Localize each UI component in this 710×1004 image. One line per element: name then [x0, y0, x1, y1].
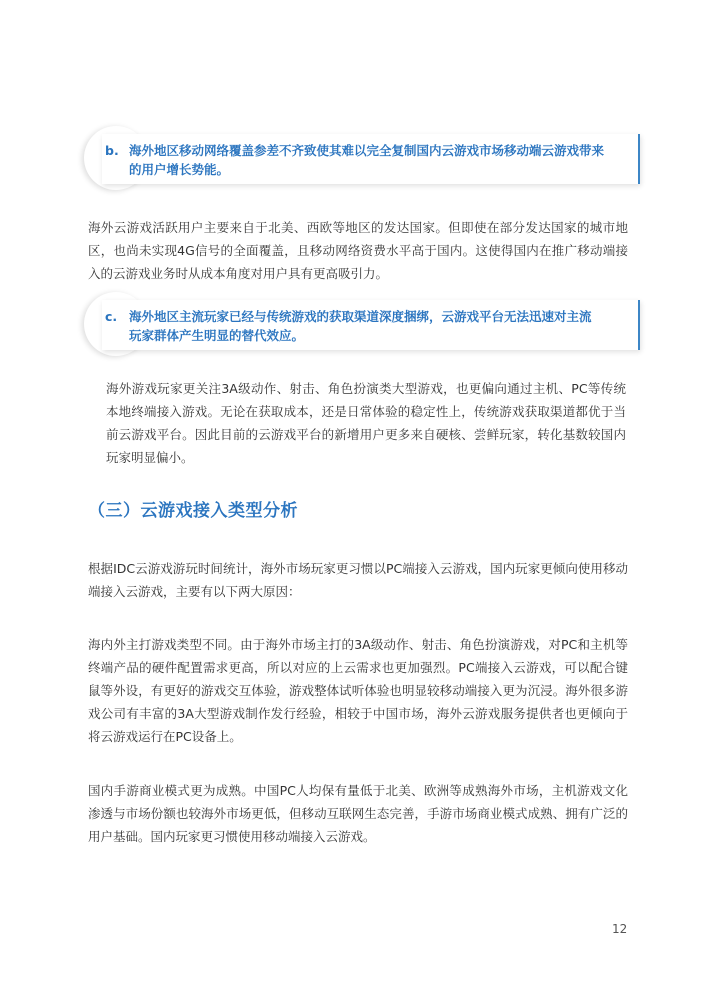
callout-line1: 海外地区主流玩家已经与传统游戏的获取渠道深度捆绑，云游戏平台无法迅速对主流 [129, 309, 592, 324]
page-number: 12 [612, 922, 628, 936]
callout-line1: 海外地区移动网络覆盖参差不齐致使其难以完全复制国内云游戏市场移动端云游戏带来 [129, 143, 605, 158]
paragraph-4: 海内外主打游戏类型不同。由于海外市场主打的3A级动作、射击、角色扮演游戏，对PC和主机等终端产品的硬件配置需求更高，所以对应的上云需求也更加强烈。PC端接入云游戏，可以配合键鼠等外设，有更好的游戏交互体验，游戏整体试听体验也明显较移动端接入更为沉浸。海外很多游戏公司有丰富的3A大型游戏制作发行经验，相较于中国市场，海外云游戏服务提供者也更倾向于将云游戏运行在PC设备上。 [88, 637, 628, 744]
callout-c [84, 292, 640, 358]
callout-line2: 玩家群体产生明显的替代效应。 [129, 328, 305, 343]
callout-b [84, 126, 640, 192]
section-heading: （三）云游戏接入类型分析 [88, 501, 298, 521]
paragraph-5: 国内手游商业模式更为成熟。中国PC人均保有量低于北美、欧洲等成熟海外市场，主机游戏文化渗透与市场份额也较海外市场更低，但移动互联网生态完善，手游市场商业模式成熟、拥有广泛的用户基础。国内玩家更习惯使用移动端接入云游戏。 [88, 783, 628, 844]
paragraph-1: 海外云游戏活跃用户主要来自于北美、西欧等地区的发达国家。但即使在部分发达国家的城市地区，也尚未实现4G信号的全面覆盖，且移动网络资费水平高于国内。这使得国内在推广移动端接入的云游戏业务时从成本角度对用户具有更高吸引力。 [88, 220, 628, 281]
paragraph-2: 海外游戏玩家更关注3A级动作、射击、角色扮演类大型游戏，也更偏向通过主机、PC等传统本地终端接入游戏。无论在获取成本，还是日常体验的稳定性上，传统游戏获取渠道都优于当前云游戏平台。因此目前的云游戏平台的新增用户更多来自硬核、尝鲜玩家，转化基数较国内玩家明显偏小。 [106, 381, 626, 465]
callout-line2: 的用户增长势能。 [129, 162, 230, 177]
callout-text [105, 141, 627, 179]
callout-letter: c. [105, 309, 118, 324]
callout-text [105, 307, 627, 345]
paragraph-3: 根据IDC云游戏游玩时间统计，海外市场玩家更习惯以PC端接入云游戏，国内玩家更倾向使用移动端接入云游戏，主要有以下两大原因： [88, 561, 628, 599]
callout-letter: b. [105, 143, 119, 158]
